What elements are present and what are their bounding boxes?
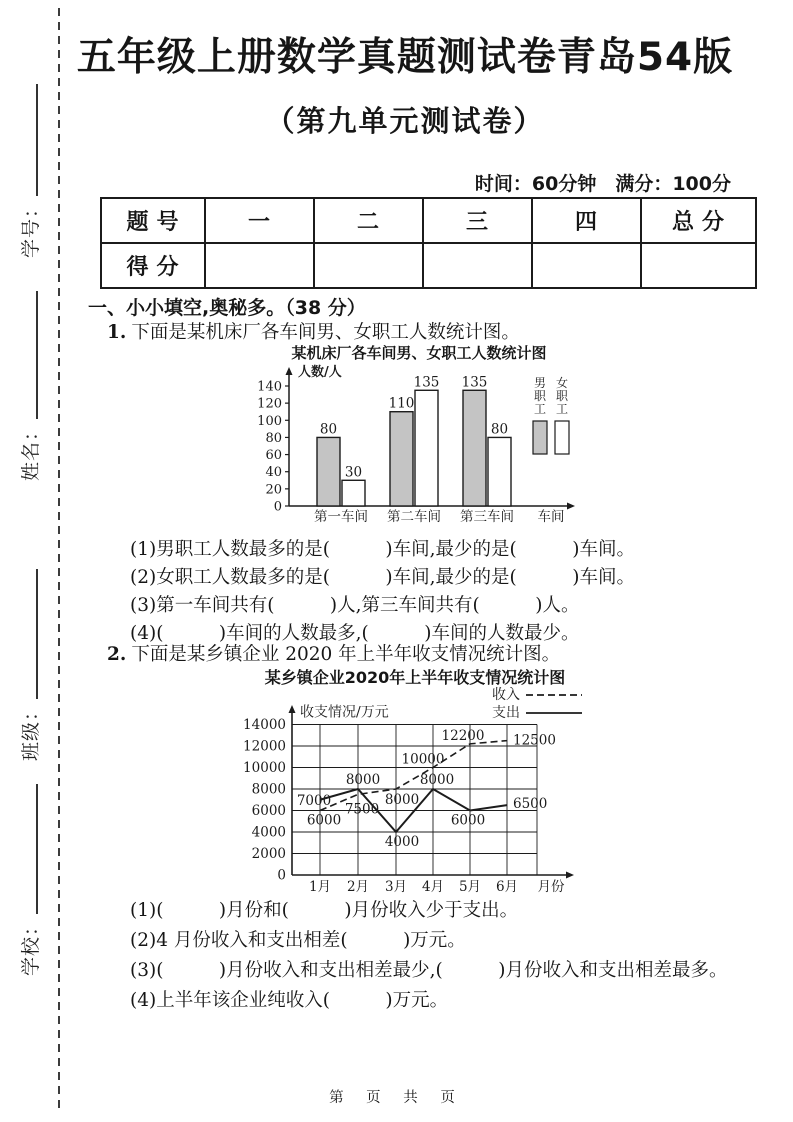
y-tick-label: 14000 — [243, 717, 286, 733]
y-axis-title: 人数/人 — [298, 365, 342, 380]
legend-swatch-女职工 — [555, 421, 569, 454]
line-chart-block — [230, 663, 665, 895]
workers-bar-chart — [233, 357, 605, 533]
x-axis-arrow — [567, 503, 575, 510]
point-label: 12200 — [441, 727, 485, 744]
y-tick-label: 0 — [273, 499, 282, 515]
q2-blank-4: (4)上半年该企业纯收入( )万元。 — [130, 990, 449, 1011]
bar-value-label: 110 — [388, 395, 415, 412]
sidebar-field-school — [15, 784, 41, 976]
question-2-number: 2. — [107, 644, 127, 665]
section-heading: 一、小小填空,奥秘多。（38 分） — [88, 297, 366, 319]
page-title: 五年级上册数学真题测试卷青岛54版 — [76, 35, 734, 80]
point-label: 12500 — [513, 732, 556, 749]
legend-label-支出: 支出 — [492, 705, 520, 721]
q2-blank-3: (3)( )月份收入和支出相差最少,( )月份收入和支出相差最多。 — [130, 960, 728, 981]
point-label: 7000 — [296, 792, 332, 809]
x-axis-title: 车间 — [537, 509, 565, 525]
x-tick-label: 5月 — [458, 879, 482, 895]
bar-chart-block — [233, 342, 605, 538]
question-1-number: 1. — [107, 322, 127, 343]
x-axis-arrow — [566, 872, 574, 879]
point-label: 8000 — [345, 772, 381, 788]
y-tick-label: 80 — [265, 430, 282, 446]
bar-value-label: 135 — [461, 374, 488, 391]
legend-label-char: 工 — [555, 402, 569, 416]
bar-chart-title: 某机床厂各车间男、女职工人数统计图 — [291, 344, 547, 362]
question-2-text: 下面是某乡镇企业 2020 年上半年收支情况统计图。 — [131, 644, 561, 665]
y-tick-label: 2000 — [251, 846, 286, 862]
legend-label-char: 工 — [533, 402, 547, 416]
y-tick-label: 40 — [265, 465, 282, 481]
margin-dashed-line — [58, 8, 60, 1108]
legend-swatch-男职工 — [533, 421, 547, 454]
y-axis-title: 收支情况/万元 — [300, 704, 389, 721]
class-label: 班级： — [20, 700, 42, 761]
q1-blank-2: (2)女职工人数最多的是( )车间,最少的是( )车间。 — [130, 567, 635, 588]
x-category-label: 第一车间 — [314, 509, 368, 525]
bar-女职工-第二车间 — [415, 390, 438, 506]
point-label: 6000 — [450, 812, 486, 829]
x-tick-label: 6月 — [495, 879, 519, 895]
question-1-text: 下面是某机床厂各车间男、女职工人数统计图。 — [131, 322, 520, 343]
x-tick-label: 4月 — [421, 879, 445, 895]
q1-blank-4: (4)( )车间的人数最多,( )车间的人数最少。 — [130, 623, 580, 644]
score-cell-empty — [205, 243, 314, 288]
y-tick-label: 120 — [257, 396, 282, 412]
q2-blank-1: (1)( )月份和( )月份收入少于支出。 — [130, 900, 519, 921]
y-tick-label: 8000 — [251, 781, 286, 798]
school-label: 学校： — [20, 915, 42, 976]
sidebar-field-class — [15, 569, 41, 761]
bar-男职工-第一车间 — [317, 437, 340, 506]
legend-label-收入: 收入 — [492, 687, 520, 703]
legend-label-char: 男 — [533, 376, 547, 390]
y-axis-arrow — [286, 367, 293, 375]
exam-meta: 时间：60分钟 满分：100分 — [474, 173, 731, 195]
y-tick-label: 10000 — [243, 760, 286, 776]
line-chart-title: 某乡镇企业2020年上半年收支情况统计图 — [264, 668, 566, 687]
x-axis-title: 月份 — [537, 879, 565, 895]
q2-blank-2: (2)4 月份收入和支出相差( )万元。 — [130, 930, 466, 951]
score-cell-empty — [423, 243, 532, 288]
y-tick-label: 4000 — [251, 824, 286, 841]
bar-男职工-第二车间 — [390, 412, 413, 506]
student-number-blank — [36, 84, 38, 196]
point-label: 8000 — [419, 772, 455, 788]
legend-label-char: 职 — [555, 389, 569, 403]
point-label: 4000 — [384, 834, 420, 850]
col-header-two: 二 — [314, 198, 423, 243]
student-number-label: 学号： — [20, 197, 42, 258]
q1-blank-3: (3)第一车间共有( )人,第三车间共有( )人。 — [130, 595, 580, 616]
school-blank — [36, 784, 38, 914]
sidebar-field-name — [15, 289, 41, 481]
x-tick-label: 3月 — [384, 879, 408, 895]
col-header-four: 四 — [532, 198, 641, 243]
col-header-total: 总分 — [641, 198, 756, 243]
score-table-score-row — [101, 243, 756, 288]
y-tick-label: 100 — [257, 413, 282, 429]
x-tick-label: 2月 — [346, 879, 370, 895]
score-row-label: 得分 — [101, 243, 205, 288]
legend-label-char: 职 — [533, 389, 547, 403]
q1-blank-1: (1)男职工人数最多的是( )车间,最少的是( )车间。 — [130, 539, 635, 560]
legend-label-char: 女 — [555, 376, 569, 390]
bar-男职工-第三车间 — [463, 390, 486, 506]
y-tick-label: 20 — [265, 482, 282, 498]
bar-女职工-第三车间 — [488, 437, 511, 506]
bar-value-label: 80 — [319, 421, 338, 438]
class-blank — [36, 569, 38, 699]
point-label: 6000 — [306, 812, 342, 829]
bar-value-label: 30 — [344, 464, 363, 481]
y-tick-label: 140 — [257, 379, 282, 395]
point-label: 10000 — [401, 751, 445, 768]
name-blank — [36, 291, 38, 419]
question-1-intro — [107, 318, 520, 344]
x-category-label: 第二车间 — [387, 509, 441, 525]
bar-value-label: 135 — [413, 374, 440, 391]
score-table-header-row — [101, 198, 756, 243]
name-label: 姓名： — [20, 420, 42, 481]
y-axis-arrow — [289, 705, 296, 713]
y-tick-label: 6000 — [251, 803, 286, 819]
bar-value-label: 80 — [490, 421, 509, 438]
y-tick-label: 0 — [277, 867, 286, 884]
score-cell-empty — [641, 243, 756, 288]
col-header-one: 一 — [205, 198, 314, 243]
score-cell-empty — [532, 243, 641, 288]
page-subtitle: （第九单元测试卷） — [265, 104, 545, 138]
point-label: 6500 — [513, 796, 548, 813]
y-tick-label: 60 — [265, 448, 282, 464]
question-number-header: 题号 — [101, 198, 205, 243]
income-line-chart — [230, 683, 665, 901]
score-cell-empty — [314, 243, 423, 288]
col-header-three: 三 — [423, 198, 532, 243]
x-category-label: 第三车间 — [460, 509, 514, 525]
page-footer: 第 页 共 页 — [329, 1090, 464, 1106]
x-tick-label: 1月 — [308, 879, 332, 895]
bar-女职工-第一车间 — [342, 480, 365, 506]
score-table — [100, 197, 757, 289]
point-label: 7500 — [344, 801, 380, 818]
point-label: 8000 — [384, 792, 420, 808]
sidebar-field-student-number — [15, 66, 41, 258]
y-tick-label: 12000 — [243, 738, 286, 755]
